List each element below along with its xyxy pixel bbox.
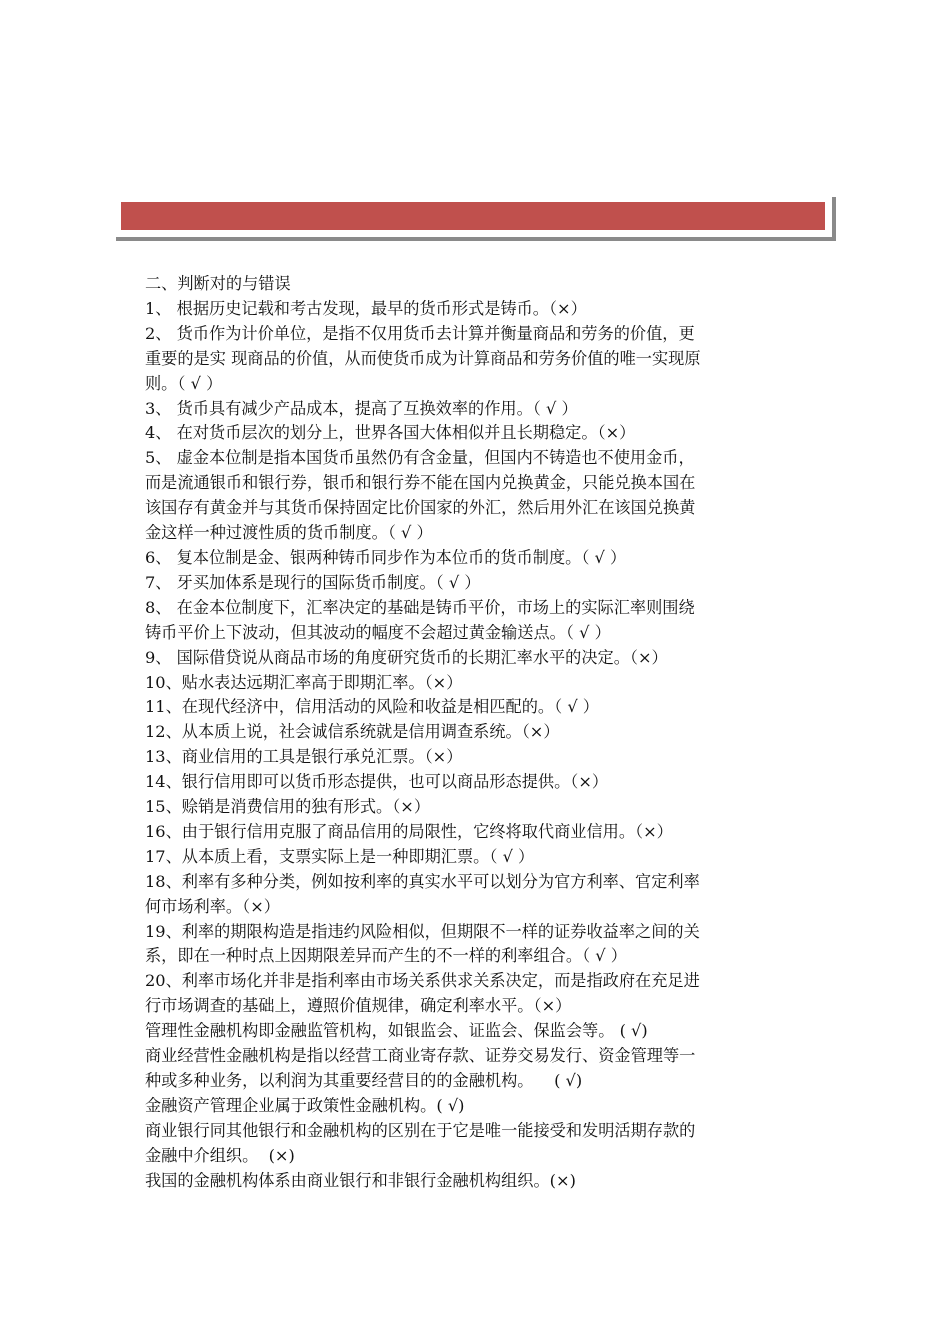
text-line: 15、赊销是消费信用的独有形式。（×） — [145, 797, 431, 817]
document-body — [145, 272, 809, 1194]
text-line: 金这样一种过渡性质的货币制度。（ √ ） — [145, 523, 433, 543]
text-line: 17、从本质上看，支票实际上是一种即期汇票。（ √ ） — [145, 846, 535, 866]
text-line: 金融资产管理企业属于政策性金融机构。( √) — [145, 1095, 465, 1115]
text-line: 系，即在一种时点上因期限差异而产生的不一样的利率组合。（ √ ） — [145, 946, 627, 966]
header-banner — [114, 195, 832, 237]
text-line: 重要的是实 现商品的价值，从而使货币成为计算商品和劳务价值的唯一实现原 — [145, 348, 701, 368]
text-line: 16、由于银行信用克服了商品信用的局限性，它终将取代商业信用。（×） — [145, 821, 673, 841]
text-line: 金融中介组织。 (×) — [145, 1145, 295, 1165]
text-line: 1、 根据历史记载和考古发现，最早的货币形式是铸币。（×） — [145, 298, 587, 318]
text-line: 9、 国际借贷说从商品市场的角度研究货币的长期汇率水平的决定。（×） — [145, 647, 668, 667]
text-line: 19、利率的期限构造是指违约风险相似，但期限不一样的证券收益率之间的关 — [145, 921, 700, 941]
text-line: 则。（ √ ） — [145, 373, 223, 393]
text-line: 5、 虚金本位制是指本国货币虽然仍有含金量，但国内不铸造也不使用金币， — [145, 448, 695, 468]
section-title: 二、判断对的与错误 — [145, 274, 291, 293]
text-line: 6、 复本位制是金、银两种铸币同步作为本位币的货币制度。（ √ ） — [145, 547, 627, 567]
text-line: 管理性金融机构即金融监管机构，如银监会、证监会、保监会等。 ( √) — [145, 1021, 648, 1041]
text-line: 13、商业信用的工具是银行承兑汇票。（×） — [145, 747, 463, 767]
text-line: 8、 在金本位制度下，汇率决定的基础是铸币平价，市场上的实际汇率则围绕 — [145, 597, 695, 617]
text-line: 2、 货币作为计价单位，是指不仅用货币去计算并衡量商品和劳务的价值，更 — [145, 323, 695, 343]
text-line: 种或多种业务，以利润为其重要经营目的的金融机构。 ( √) — [145, 1071, 583, 1090]
text-line: 何市场利率。（×） — [145, 896, 280, 916]
text-line: 10、贴水表达远期汇率高于即期汇率。（×） — [145, 672, 463, 692]
text-line: 商业银行同其他银行和金融机构的区别在于它是唯一能接受和发明活期存款的 — [145, 1120, 696, 1140]
text-line: 我国的金融机构体系由商业银行和非银行金融机构组织。(×) — [145, 1170, 576, 1190]
text-line: 而是流通银币和银行券，银币和银行券不能在国内兑换黄金，只能兑换本国在 — [145, 473, 696, 493]
text-line: 18、利率有多种分类，例如按利率的真实水平可以划分为官方利率、官定利率 — [145, 871, 700, 891]
text-line: 行市场调查的基础上，遵照价值规律，确定利率水平。（×） — [145, 996, 572, 1016]
text-line: 该国存有黄金并与其货币保持固定比价国家的外汇，然后用外汇在该国兑换黄 — [145, 498, 696, 518]
text-line: 3、 货币具有减少产品成本，提高了互换效率的作用。（ √ ） — [145, 398, 578, 418]
text-line: 11、在现代经济中，信用活动的风险和收益是相匹配的。（ √ ） — [145, 697, 599, 717]
text-line: 14、银行信用即可以货币形态提供，也可以商品形态提供。（×） — [145, 772, 609, 792]
text-line: 4、 在对货币层次的划分上，世界各国大体相似并且长期稳定。（×） — [145, 423, 636, 443]
text-line: 12、从本质上说，社会诚信系统就是信用调查系统。（×） — [145, 722, 560, 742]
text-line: 铸币平价上下波动，但其波动的幅度不会超过黄金输送点。（ √ ） — [145, 622, 611, 642]
text-line: 商业经营性金融机构是指以经营工商业寄存款、证券交易发行、资金管理等一 — [145, 1046, 696, 1066]
header-banner-fill — [121, 202, 825, 230]
text-line: 7、 牙买加体系是现行的国际货币制度。（ √ ） — [145, 572, 481, 592]
text-line: 20、利率市场化并非是指利率由市场关系供求关系决定，而是指政府在充足进 — [145, 971, 700, 991]
